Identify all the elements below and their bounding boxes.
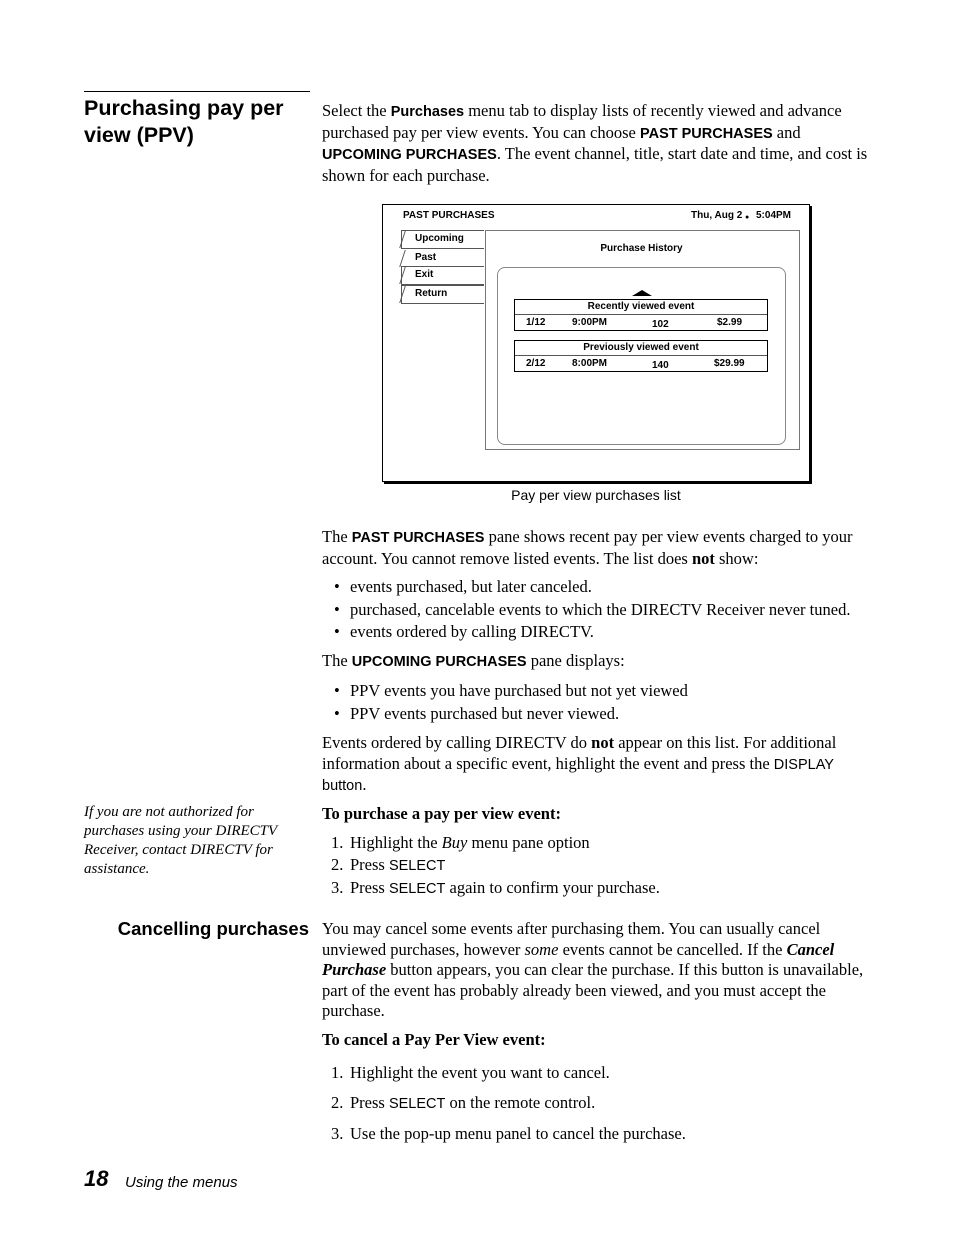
event-row-previous[interactable]: Previously viewed event 2/12 8:00PM 140 $29.99	[514, 340, 768, 372]
scroll-up-arrow-icon[interactable]	[632, 290, 652, 296]
bullet-separator: ●	[745, 214, 750, 221]
list-item: • events purchased, but later canceled.	[334, 577, 592, 596]
cancel-steps-heading: To cancel a Pay Per View event:	[322, 1030, 546, 1049]
page-number: 18	[84, 1166, 109, 1191]
list-item: • purchased, cancelable events to which the DIRECTV Receiver never tuned.	[334, 599, 851, 619]
events-note-paragraph: Events ordered by calling DIRECTV do not appear on this list. For additional information about a specific event, highlight the event and press the DISPLAY button.	[322, 733, 837, 794]
list-item: 2. Press SELECT on the remote control.	[331, 1092, 596, 1112]
upcoming-paragraph: The UPCOMING PURCHASES pane displays:	[322, 651, 625, 670]
cancel-steps-list	[322, 1058, 882, 1149]
list-item: 2. Press SELECT	[331, 855, 446, 874]
screen-header-title: PAST PURCHASES	[403, 210, 495, 221]
tab-return[interactable]: Return	[401, 285, 484, 304]
ppv-screen-figure	[382, 204, 810, 482]
authorization-sidenote: If you are not authorized for purchases using your DIRECTV Receiver, contact DIRECTV for assistance.	[84, 804, 277, 877]
list-item: • events ordered by calling DIRECTV.	[334, 622, 594, 641]
figure-caption: Pay per view purchases list	[511, 487, 681, 503]
panel-title: Purchase History	[600, 243, 683, 254]
tab-past[interactable]: Past	[401, 249, 484, 268]
event-row-recent[interactable]: Recently viewed event 1/12 9:00PM 102 $2.99	[514, 299, 768, 331]
heading-rule	[84, 91, 310, 92]
cancel-section-title: Cancelling purchases	[117, 918, 309, 939]
intro-paragraph: Select the Purchases menu tab to display lists of recently viewed and advance purchased pay per view events. You can choose PAST PURCHASES and UPCOMING PURCHASES. The event channel, title, start date and time, and cost is shown for each purchase.	[322, 101, 868, 185]
list-item: 3. Use the pop-up menu panel to cancel the purchase.	[331, 1124, 686, 1143]
tab-exit[interactable]: Exit	[401, 266, 484, 285]
past-exclusions-list	[322, 576, 882, 644]
purchase-steps-list	[322, 832, 882, 900]
list-item: • PPV events purchased but never viewed.	[334, 703, 620, 723]
cancel-paragraph: You may cancel some events after purchasing them. You can usually cancel unviewed purchases, however some events cannot be cancelled. If the Cancel Purchase button appears, you can clear the purchase. If this button is unavailable, part of the event has probably already been viewed, and you must accept the purchase.	[322, 919, 864, 1020]
past-purchases-paragraph: The PAST PURCHASES pane shows recent pay per view events charged to your account. You cannot remove listed events. The list does not show:	[322, 527, 853, 568]
screen-header-time: 5:04PM	[756, 210, 792, 221]
section-title: Purchasing pay per view (PPV)	[84, 96, 284, 147]
list-item: 1. Highlight the event you want to cancel.	[331, 1063, 610, 1082]
purchase-steps-heading: To purchase a pay per view event:	[322, 804, 561, 823]
list-item: 3. Press SELECT again to confirm your purchase.	[331, 878, 660, 897]
list-item: • PPV events you have purchased but not yet viewed	[334, 681, 688, 700]
footer-section-name: Using the menus	[125, 1174, 238, 1191]
tab-upcoming[interactable]: Upcoming	[401, 230, 484, 249]
upcoming-list	[322, 680, 882, 725]
screen-header-date: Thu, Aug 2	[691, 210, 743, 221]
list-item: 1. Highlight the Buy menu pane option	[331, 833, 590, 852]
